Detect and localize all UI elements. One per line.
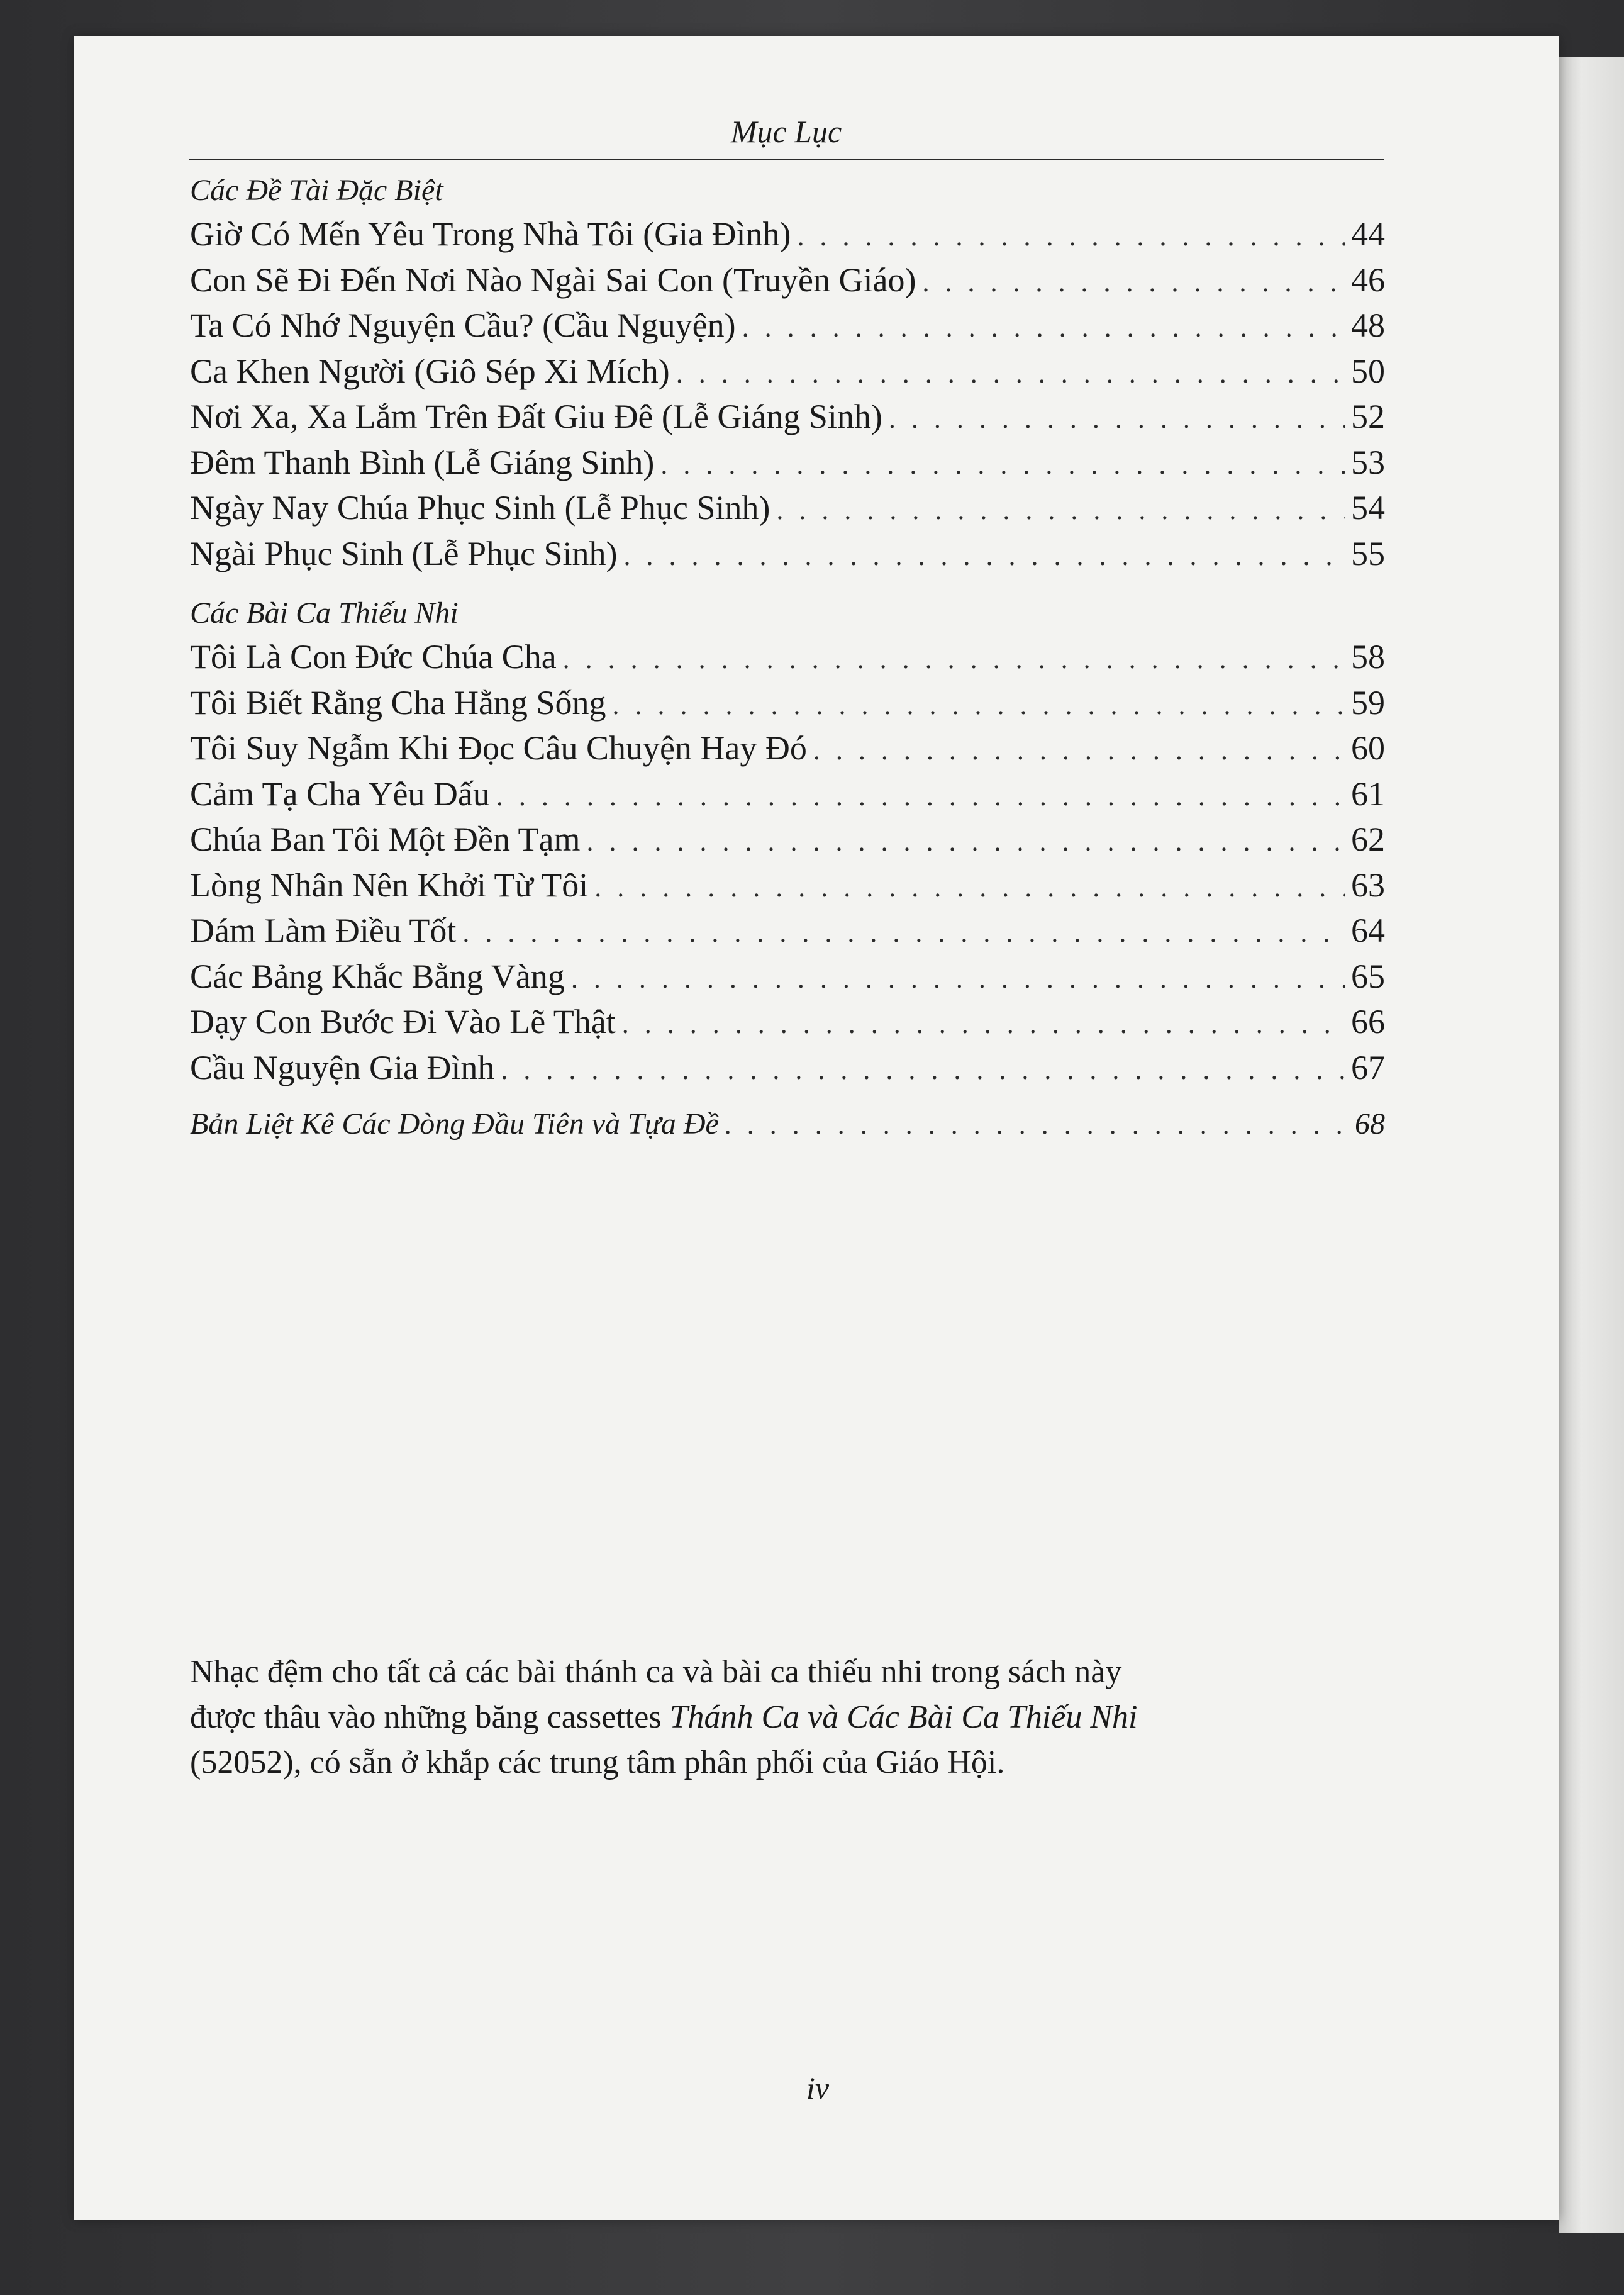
toc-entry-title: Chúa Ban Tôi Một Đền Tạm xyxy=(190,820,581,858)
toc-entry-page: 44 xyxy=(1351,215,1385,253)
toc-entry-page: 65 xyxy=(1351,957,1385,995)
dot-leader xyxy=(813,728,1345,774)
toc-entry[interactable] xyxy=(190,394,1385,440)
note-line-2-text: được thâu vào những băng cassettes xyxy=(190,1699,670,1735)
dot-leader xyxy=(563,637,1345,683)
dot-leader xyxy=(622,1002,1345,1047)
toc-entry-page: 53 xyxy=(1351,443,1385,481)
toc-entry-page: 58 xyxy=(1351,638,1385,676)
toc-entry[interactable] xyxy=(190,531,1385,577)
dot-leader xyxy=(922,260,1345,306)
toc-entry-page: 63 xyxy=(1351,866,1385,904)
header-divider xyxy=(189,159,1384,160)
toc-entry-page: 66 xyxy=(1351,1003,1385,1041)
toc-entry-page: 52 xyxy=(1351,398,1385,435)
toc-entry-title: Ngài Phục Sinh (Lễ Phục Sinh) xyxy=(190,534,618,572)
dot-leader xyxy=(612,683,1345,729)
toc-entry-title: Các Bảng Khắc Bằng Vàng xyxy=(190,957,565,995)
dot-leader xyxy=(660,442,1345,488)
toc-entry[interactable] xyxy=(190,954,1385,1000)
toc-entry[interactable] xyxy=(190,680,1385,726)
note-line-1: Nhạc đệm cho tất cả các bài thánh ca và bài ca thiếu nhi trong sách này xyxy=(190,1654,1122,1690)
toc-entry-title: Bản Liệt Kê Các Dòng Đầu Tiên và Tựa Đề xyxy=(190,1107,719,1141)
dot-leader xyxy=(889,396,1345,442)
facing-page-edge xyxy=(1559,57,1624,2233)
page-title: Mục Lục xyxy=(730,114,842,149)
toc-entry-page: 50 xyxy=(1351,352,1385,390)
toc-entry[interactable] xyxy=(190,999,1385,1045)
note-line-3: (52052), có sẵn ở khắp các trung tâm phân phối của Giáo Hội. xyxy=(190,1745,1005,1780)
dot-leader xyxy=(462,910,1345,956)
toc-entry[interactable] xyxy=(190,440,1385,486)
toc-entry[interactable] xyxy=(190,211,1385,257)
toc-entry[interactable] xyxy=(190,303,1385,349)
toc-entry-page: 55 xyxy=(1351,534,1385,572)
toc-entry[interactable] xyxy=(190,257,1385,303)
toc-entry-title: Ngày Nay Chúa Phục Sinh (Lễ Phục Sinh) xyxy=(190,489,770,527)
toc-entry-title: Đêm Thanh Bình (Lễ Giáng Sinh) xyxy=(190,443,655,481)
toc-entry-page: 48 xyxy=(1351,306,1385,344)
dot-leader xyxy=(496,774,1345,820)
toc-entry-title: Cầu Nguyện Gia Đình xyxy=(190,1048,495,1086)
toc-entry[interactable] xyxy=(190,485,1385,531)
toc-entry-title: Giờ Có Mến Yêu Trong Nhà Tôi (Gia Đình) xyxy=(190,215,791,253)
toc-entry-title: Dạy Con Bước Đi Vào Lẽ Thật xyxy=(190,1003,616,1041)
accompaniment-note xyxy=(190,1650,1385,1785)
toc-entry-page: 54 xyxy=(1351,489,1385,527)
dot-leader xyxy=(623,533,1345,579)
toc-entry-title: Con Sẽ Đi Đến Nơi Nào Ngài Sai Con (Truyền Giáo) xyxy=(190,260,916,299)
toc-entry-page: 61 xyxy=(1351,774,1385,813)
dot-leader xyxy=(725,1102,1345,1148)
toc-entry-title: Cảm Tạ Cha Yêu Dấu xyxy=(190,774,490,813)
toc-entry-title: Nơi Xa, Xa Lắm Trên Đất Giu Đê (Lễ Giáng Sinh) xyxy=(190,398,882,435)
toc-entry-index[interactable] xyxy=(190,1102,1385,1148)
toc-entry-page: 67 xyxy=(1351,1048,1385,1086)
toc-entry[interactable] xyxy=(190,863,1385,908)
section-heading-childrens-songs: Các Bài Ca Thiếu Nhi xyxy=(190,596,459,630)
toc-entry-title: Ca Khen Người (Giô Sép Xi Mích) xyxy=(190,352,670,390)
toc-entry[interactable] xyxy=(190,817,1385,863)
toc-entry[interactable] xyxy=(190,725,1385,771)
toc-entry-title: Dám Làm Điều Tốt xyxy=(190,912,457,949)
toc-entry-page: 46 xyxy=(1351,260,1385,299)
toc-entry-title: Tôi Suy Ngẫm Khi Đọc Câu Chuyện Hay Đó xyxy=(190,729,807,767)
dot-leader xyxy=(776,488,1345,533)
dot-leader xyxy=(798,214,1345,260)
toc-entry[interactable] xyxy=(190,634,1385,680)
note-line-2 xyxy=(190,1695,1385,1740)
toc-entry[interactable] xyxy=(190,771,1385,817)
toc-entry[interactable] xyxy=(190,1045,1385,1091)
dot-leader xyxy=(742,305,1345,351)
toc-entry-page: 60 xyxy=(1351,729,1385,767)
page-number: iv xyxy=(806,2070,830,2106)
toc-entry-title: Tôi Là Con Đức Chúa Cha xyxy=(190,638,557,676)
dot-leader xyxy=(676,351,1345,397)
toc-entry-page: 62 xyxy=(1351,820,1385,858)
toc-entry-page: 59 xyxy=(1351,683,1385,722)
cassette-title: Thánh Ca và Các Bài Ca Thiếu Nhi xyxy=(669,1699,1138,1735)
section-heading-special-topics: Các Đề Tài Đặc Biệt xyxy=(190,174,443,207)
dot-leader xyxy=(571,956,1345,1002)
toc-entry[interactable] xyxy=(190,349,1385,394)
dot-leader xyxy=(594,865,1345,911)
dot-leader xyxy=(586,819,1345,865)
toc-entry-page: 64 xyxy=(1351,912,1385,949)
toc-entry-title: Tôi Biết Rằng Cha Hằng Sống xyxy=(190,683,606,722)
table-of-contents xyxy=(190,170,1385,1148)
dot-leader xyxy=(501,1047,1345,1093)
toc-entry-title: Lòng Nhân Nên Khởi Từ Tôi xyxy=(190,866,589,904)
toc-entry-title: Ta Có Nhớ Nguyện Cầu? (Cầu Nguyện) xyxy=(190,306,736,344)
toc-entry-page: 68 xyxy=(1355,1107,1385,1141)
toc-entry[interactable] xyxy=(190,908,1385,954)
